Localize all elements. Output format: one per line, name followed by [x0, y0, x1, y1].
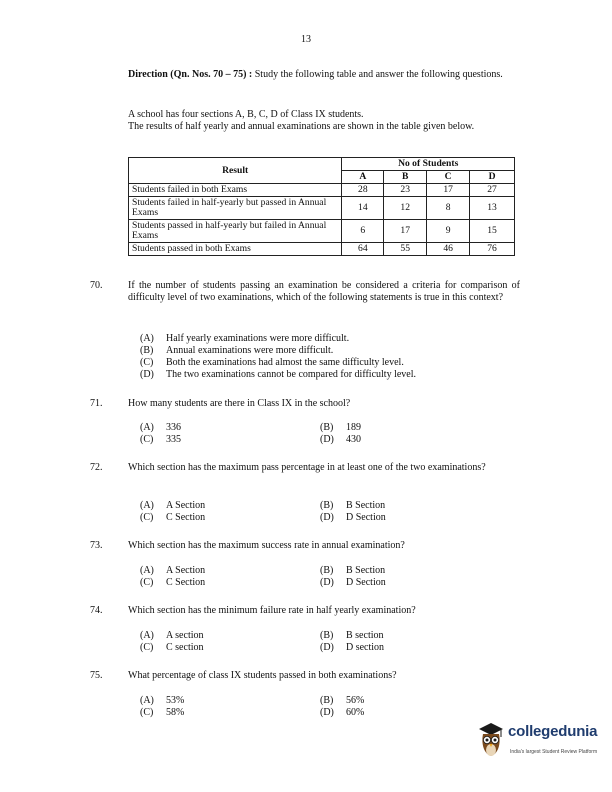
- results-table: [128, 157, 515, 256]
- graduate-owl-icon: [476, 720, 506, 760]
- question-number-74: 74.: [90, 605, 103, 616]
- table-row: [129, 197, 515, 220]
- option-label: (A): [140, 422, 154, 433]
- option-label: (C): [140, 642, 154, 653]
- option-72-a: [140, 500, 205, 512]
- option-text: C Section: [166, 577, 206, 588]
- table-row: [129, 220, 515, 243]
- option-73-d: [320, 577, 386, 589]
- option-71-a: [140, 422, 181, 434]
- table-cell: 76: [470, 243, 515, 256]
- option-label: (B): [320, 422, 334, 433]
- option-74-c: [140, 642, 204, 654]
- option-70-b: [140, 345, 333, 357]
- table-row: [129, 184, 515, 197]
- option-text: D Section: [346, 512, 386, 523]
- logo-tagline: India's largest Student Review Platform: [510, 749, 598, 755]
- option-label: (B): [320, 630, 334, 641]
- option-text: C Section: [166, 512, 206, 523]
- option-text: 335: [166, 434, 181, 445]
- option-71-b: [320, 422, 361, 434]
- option-72-d: [320, 512, 386, 524]
- row-label: Students failed in half-yearly but passed in Annual Exams: [129, 197, 342, 220]
- question-text-75: What percentage of class IX students passed in both examinations?: [128, 670, 397, 681]
- option-label: (D): [320, 707, 334, 718]
- option-label: (D): [320, 434, 334, 445]
- table-cell: 64: [342, 243, 384, 256]
- option-label: (D): [140, 369, 154, 380]
- intro-line-1: A school has four sections A, B, C, D of Class IX students.: [128, 109, 364, 120]
- option-text: D section: [346, 642, 385, 653]
- option-text: B section: [346, 630, 384, 641]
- option-70-c: [140, 357, 404, 369]
- table-cell: 12: [384, 197, 427, 220]
- table-cell: 6: [342, 220, 384, 243]
- question-number-72: 72.: [90, 462, 103, 473]
- option-text: Annual examinations were more difficult.: [166, 345, 334, 356]
- option-label: (A): [140, 695, 154, 706]
- table-cell: 17: [384, 220, 427, 243]
- column-header-d: D: [470, 171, 515, 184]
- option-text: B Section: [346, 500, 386, 511]
- students-group-header: No of Students: [342, 158, 515, 171]
- option-text: Half yearly examinations were more difficult.: [166, 333, 350, 344]
- question-text-71: How many students are there in Class IX in the school?: [128, 398, 351, 409]
- option-75-d: [320, 707, 364, 719]
- option-71-d: [320, 434, 361, 446]
- question-text-70: If the number of students passing an examination be considered a criteria for comparison of difficulty level of two examinations, which of the following statements is true in this context?: [128, 280, 520, 303]
- option-75-a: [140, 695, 184, 707]
- logo-wordmark: collegedunia: [508, 723, 598, 740]
- option-label: (A): [140, 333, 154, 344]
- option-text: 189: [346, 422, 361, 433]
- option-label: (C): [140, 357, 154, 368]
- option-70-a: [140, 333, 349, 345]
- collegedunia-logo[interactable]: [476, 720, 602, 764]
- option-label: (C): [140, 707, 154, 718]
- option-70-d: [140, 369, 416, 381]
- option-text: 53%: [166, 695, 185, 706]
- option-72-b: [320, 500, 385, 512]
- table-cell: 9: [427, 220, 470, 243]
- table-cell: 8: [427, 197, 470, 220]
- direction-paragraph: [128, 69, 520, 81]
- question-text-74: Which section has the minimum failure rate in half yearly examination?: [128, 605, 416, 616]
- option-label: (D): [320, 577, 334, 588]
- page-number: 13: [301, 34, 311, 45]
- option-text: B Section: [346, 565, 386, 576]
- table-cell: 15: [470, 220, 515, 243]
- question-number-73: 73.: [90, 540, 103, 551]
- option-text: A Section: [166, 500, 206, 511]
- option-73-a: [140, 565, 205, 577]
- option-74-d: [320, 642, 384, 654]
- option-label: (C): [140, 512, 154, 523]
- option-text: A Section: [166, 565, 206, 576]
- option-text: 336: [166, 422, 181, 433]
- row-label: Students failed in both Exams: [129, 184, 342, 197]
- option-label: (B): [320, 500, 334, 511]
- option-74-a: [140, 630, 204, 642]
- question-number-70: 70.: [90, 280, 103, 291]
- table-cell: 23: [384, 184, 427, 197]
- option-72-c: [140, 512, 205, 524]
- option-text: 56%: [346, 695, 365, 706]
- table-cell: 17: [427, 184, 470, 197]
- option-label: (B): [320, 695, 334, 706]
- question-text-73: Which section has the maximum success rate in annual examination?: [128, 540, 405, 551]
- row-label: Students passed in both Exams: [129, 243, 342, 256]
- table-cell: 55: [384, 243, 427, 256]
- intro-line-2: The results of half yearly and annual examinations are shown in the table given below.: [128, 121, 475, 132]
- option-label: (A): [140, 500, 154, 511]
- option-text: C section: [166, 642, 204, 653]
- option-label: (A): [140, 630, 154, 641]
- direction-label: Direction (Qn. Nos. 70 – 75) :: [128, 69, 253, 80]
- option-text: The two examinations cannot be compared for difficulty level.: [166, 369, 417, 380]
- option-text: Both the examinations had almost the same difficulty level.: [166, 357, 404, 368]
- column-header-b: B: [384, 171, 427, 184]
- option-label: (C): [140, 434, 154, 445]
- column-header-a: A: [342, 171, 384, 184]
- option-label: (B): [320, 565, 334, 576]
- option-74-b: [320, 630, 384, 642]
- option-text: 430: [346, 434, 361, 445]
- table-cell: 14: [342, 197, 384, 220]
- option-label: (D): [320, 642, 334, 653]
- column-header-c: C: [427, 171, 470, 184]
- row-label: Students passed in half-yearly but failed in Annual Exams: [129, 220, 342, 243]
- option-73-c: [140, 577, 205, 589]
- table-cell: 28: [342, 184, 384, 197]
- option-75-c: [140, 707, 184, 719]
- option-text: 60%: [346, 707, 365, 718]
- option-73-b: [320, 565, 385, 577]
- option-label: (A): [140, 565, 154, 576]
- question-text-72: Which section has the maximum pass percentage in at least one of the two examinations?: [128, 462, 486, 473]
- table-cell: 46: [427, 243, 470, 256]
- direction-text: Study the following table and answer the following questions.: [252, 69, 503, 80]
- option-label: (B): [140, 345, 154, 356]
- option-text: A section: [166, 630, 204, 641]
- table-cell: 27: [470, 184, 515, 197]
- result-header: Result: [129, 158, 342, 184]
- question-number-75: 75.: [90, 670, 103, 681]
- table-row: [129, 243, 515, 256]
- question-number-71: 71.: [90, 398, 103, 409]
- option-71-c: [140, 434, 181, 446]
- table-cell: 13: [470, 197, 515, 220]
- option-75-b: [320, 695, 364, 707]
- option-label: (C): [140, 577, 154, 588]
- option-text: 58%: [166, 707, 185, 718]
- option-label: (D): [320, 512, 334, 523]
- option-text: D Section: [346, 577, 386, 588]
